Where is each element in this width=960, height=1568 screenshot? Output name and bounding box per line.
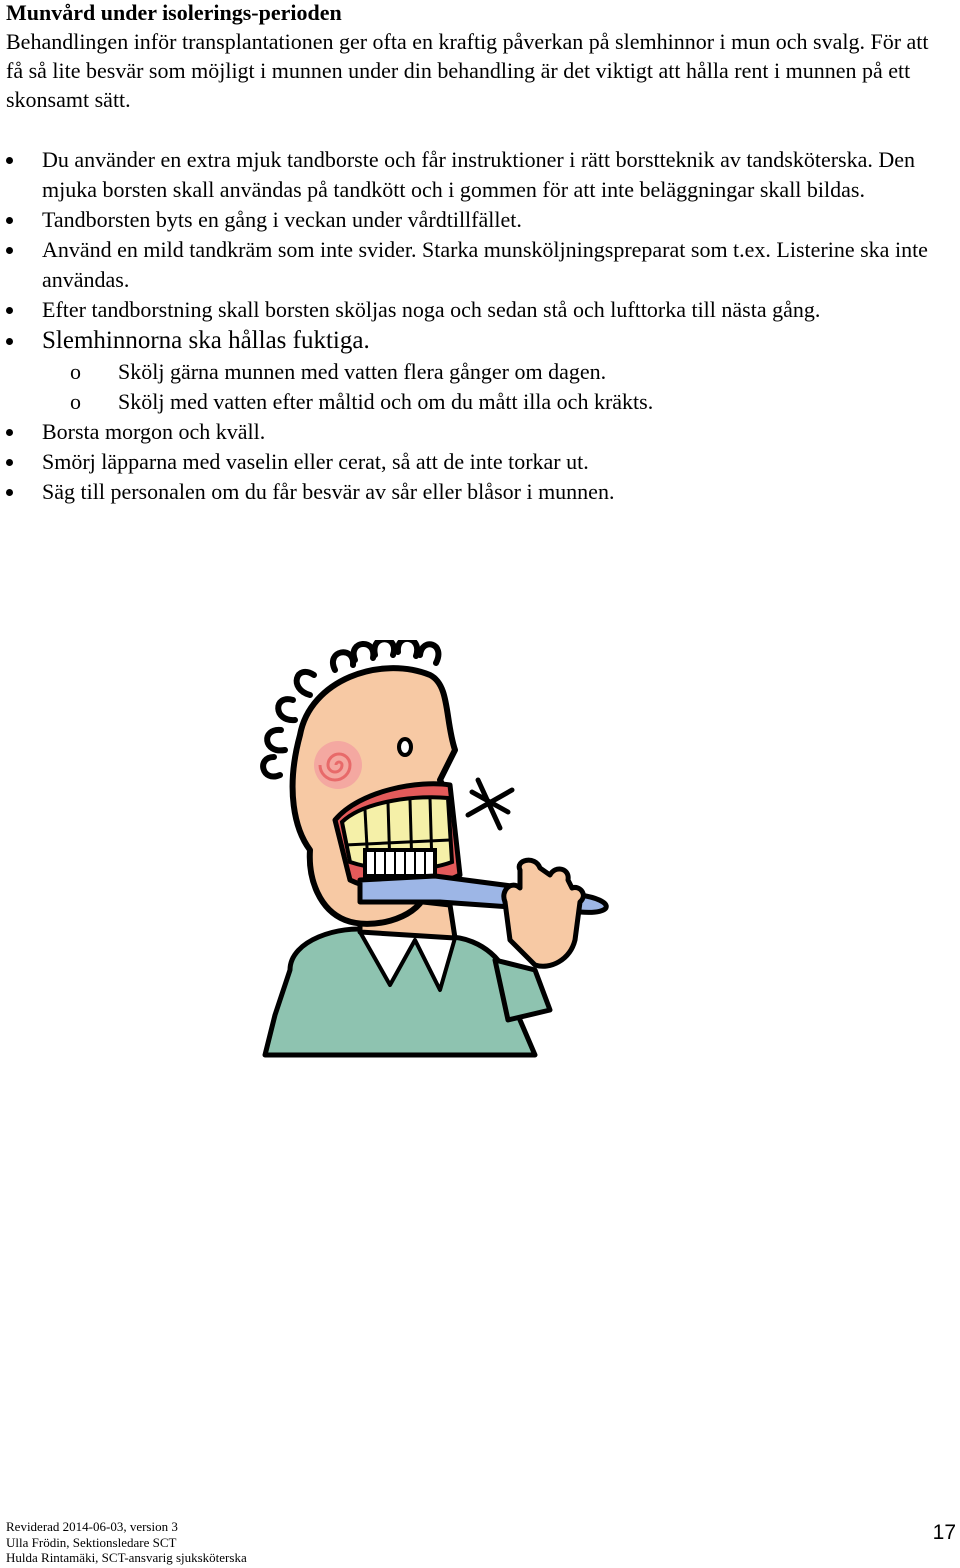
list-item	[0, 205, 942, 235]
list-item-text: Borsta morgon och kväll.	[42, 419, 266, 444]
bullet-icon	[6, 459, 13, 466]
list-item-text: Smörj läpparna med vaselin eller cerat, så att de inte torkar ut.	[42, 449, 589, 474]
list-item	[0, 447, 942, 477]
footer-revision: Reviderad 2014-06-03, version 3	[6, 1519, 178, 1534]
list-item-text: Slemhinnorna ska hållas fuktiga.	[42, 327, 370, 354]
intro-paragraph: Behandlingen inför transplantationen ger ofta en kraftig påverkan på slemhinnor i mun och svalg. För att få så lite besvär som möjligt i munnen under din behandling är det viktigt att hålla rent i munnen på ett skonsamt sätt.	[6, 29, 929, 112]
bullet-icon	[6, 247, 13, 254]
sub-bullet-marker: o	[70, 389, 81, 414]
bullet-icon	[6, 157, 13, 164]
sub-bullet-marker: o	[70, 359, 81, 384]
bullet-icon	[6, 307, 13, 314]
sub-list-item	[0, 387, 960, 417]
list-item-text: Tandborsten byts en gång i veckan under vårdtillfället.	[42, 207, 522, 232]
toothbrushing-man-illustration	[250, 640, 630, 1065]
bullet-icon	[6, 489, 13, 496]
care-instruction-list	[0, 145, 960, 507]
list-item-text: Efter tandborstning skall borsten sköljas noga och sedan stå och lufttorka till nästa gång.	[42, 297, 821, 322]
sub-list-item	[0, 357, 960, 387]
list-item-text: Säg till personalen om du får besvär av sår eller blåsor i munnen.	[42, 479, 615, 504]
list-item	[0, 417, 942, 447]
list-item	[0, 235, 942, 295]
list-item	[0, 145, 942, 205]
page-heading: Munvård under isolerings-perioden	[6, 0, 342, 25]
list-item	[0, 295, 942, 325]
list-item	[0, 325, 942, 357]
bullet-icon	[6, 429, 13, 436]
sub-list-item-text: Skölj gärna munnen med vatten flera gånger om dagen.	[118, 359, 607, 384]
bullet-icon	[6, 217, 13, 224]
page-number: 17	[932, 1521, 956, 1544]
document-footer	[6, 1519, 247, 1566]
footer-nurse: Hulda Rintamäki, SCT-ansvarig sjuksköterska	[6, 1550, 247, 1565]
footer-author: Ulla Frödin, Sektionsledare SCT	[6, 1534, 177, 1550]
list-item	[0, 477, 942, 507]
list-item-text: Använd en mild tandkräm som inte svider. Starka munsköljningspreparat som t.ex. Listerine ska inte användas.	[42, 237, 928, 292]
bullet-icon	[6, 338, 13, 345]
sub-list-item-text: Skölj med vatten efter måltid och om du mått illa och kräkts.	[118, 389, 654, 414]
list-item-text: Du använder en extra mjuk tandborste och får instruktioner i rätt borstteknik av tandsköterska. Den mjuka borsten skall användas på tandkött och i gommen för att inte beläggningar skall bildas.	[42, 147, 916, 202]
